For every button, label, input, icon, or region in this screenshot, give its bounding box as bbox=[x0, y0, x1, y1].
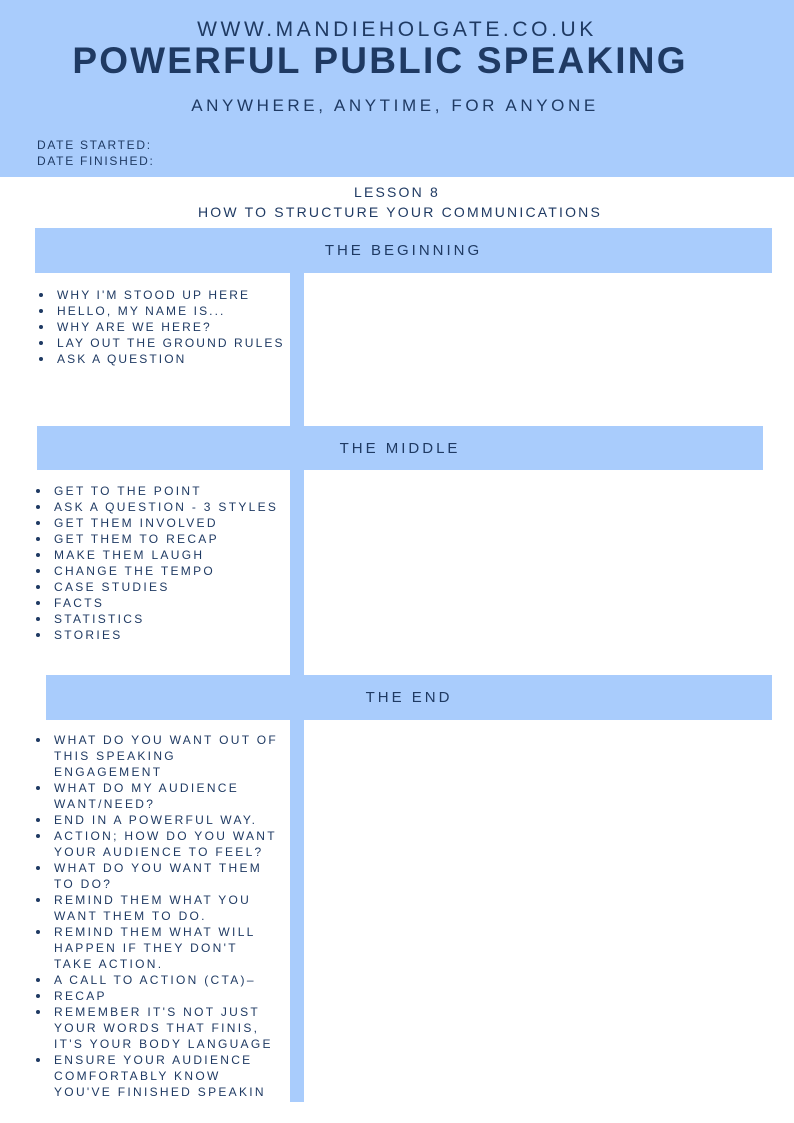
section-header-middle: THE MIDDLE bbox=[37, 426, 763, 470]
list-item: WHY ARE WE HERE? bbox=[37, 319, 292, 335]
list-item: STATISTICS bbox=[34, 611, 289, 627]
list-item: HELLO, MY NAME IS... bbox=[37, 303, 292, 319]
list-item: REMIND THEM WHAT YOU WANT THEM TO DO. bbox=[34, 892, 279, 924]
list-item: WHAT DO MY AUDIENCE WANT/NEED? bbox=[34, 780, 279, 812]
list-item: REMIND THEM WHAT WILL HAPPEN IF THEY DON'T TAKE ACTION. bbox=[34, 924, 279, 972]
column-divider bbox=[290, 273, 304, 426]
list-item: GET TO THE POINT bbox=[34, 483, 289, 499]
list-item: REMEMBER IT'S NOT JUST YOUR WORDS THAT FINIS, IT'S YOUR BODY LANGUAGE bbox=[34, 1004, 279, 1052]
list-item: STORIES bbox=[34, 627, 289, 643]
page-title: POWERFUL PUBLIC SPEAKING bbox=[72, 40, 688, 81]
page-subtitle: ANYWHERE, ANYTIME, FOR ANYONE bbox=[191, 96, 599, 115]
list-item: END IN A POWERFUL WAY. bbox=[34, 812, 279, 828]
beginning-list bbox=[37, 287, 292, 367]
list-item: A CALL TO ACTION (CTA)– bbox=[34, 972, 279, 988]
list-item: WHAT DO YOU WANT OUT OF THIS SPEAKING ENGAGEMENT bbox=[34, 732, 279, 780]
end-list bbox=[34, 732, 279, 1100]
list-item: CHANGE THE TEMPO bbox=[34, 563, 289, 579]
list-item: MAKE THEM LAUGH bbox=[34, 547, 289, 563]
website-url: WWW.MANDIEHOLGATE.CO.UK bbox=[197, 18, 597, 41]
lesson-title: HOW TO STRUCTURE YOUR COMMUNICATIONS bbox=[197, 204, 603, 220]
date-finished-label: DATE FINISHED: bbox=[37, 154, 155, 168]
list-item: GET THEM INVOLVED bbox=[34, 515, 289, 531]
section-header-beginning: THE BEGINNING bbox=[35, 228, 772, 273]
list-item: RECAP bbox=[34, 988, 279, 1004]
list-item: WHY I'M STOOD UP HERE bbox=[37, 287, 292, 303]
column-divider bbox=[290, 470, 304, 675]
lesson-number: LESSON 8 bbox=[353, 184, 441, 200]
section-header-end: THE END bbox=[46, 675, 772, 720]
list-item: ASK A QUESTION - 3 STYLES bbox=[34, 499, 289, 515]
list-item: ENSURE YOUR AUDIENCE COMFORTABLY KNOW YOU'VE FINISHED SPEAKIN bbox=[34, 1052, 279, 1100]
list-item: ACTION; HOW DO YOU WANT YOUR AUDIENCE TO FEEL? bbox=[34, 828, 279, 860]
list-item: ASK A QUESTION bbox=[37, 351, 292, 367]
date-started-label: DATE STARTED: bbox=[37, 138, 152, 152]
column-divider bbox=[290, 720, 304, 1102]
list-item: CASE STUDIES bbox=[34, 579, 289, 595]
list-item: LAY OUT THE GROUND RULES bbox=[37, 335, 292, 351]
list-item: FACTS bbox=[34, 595, 289, 611]
list-item: GET THEM TO RECAP bbox=[34, 531, 289, 547]
middle-list bbox=[34, 483, 289, 643]
list-item: WHAT DO YOU WANT THEM TO DO? bbox=[34, 860, 279, 892]
